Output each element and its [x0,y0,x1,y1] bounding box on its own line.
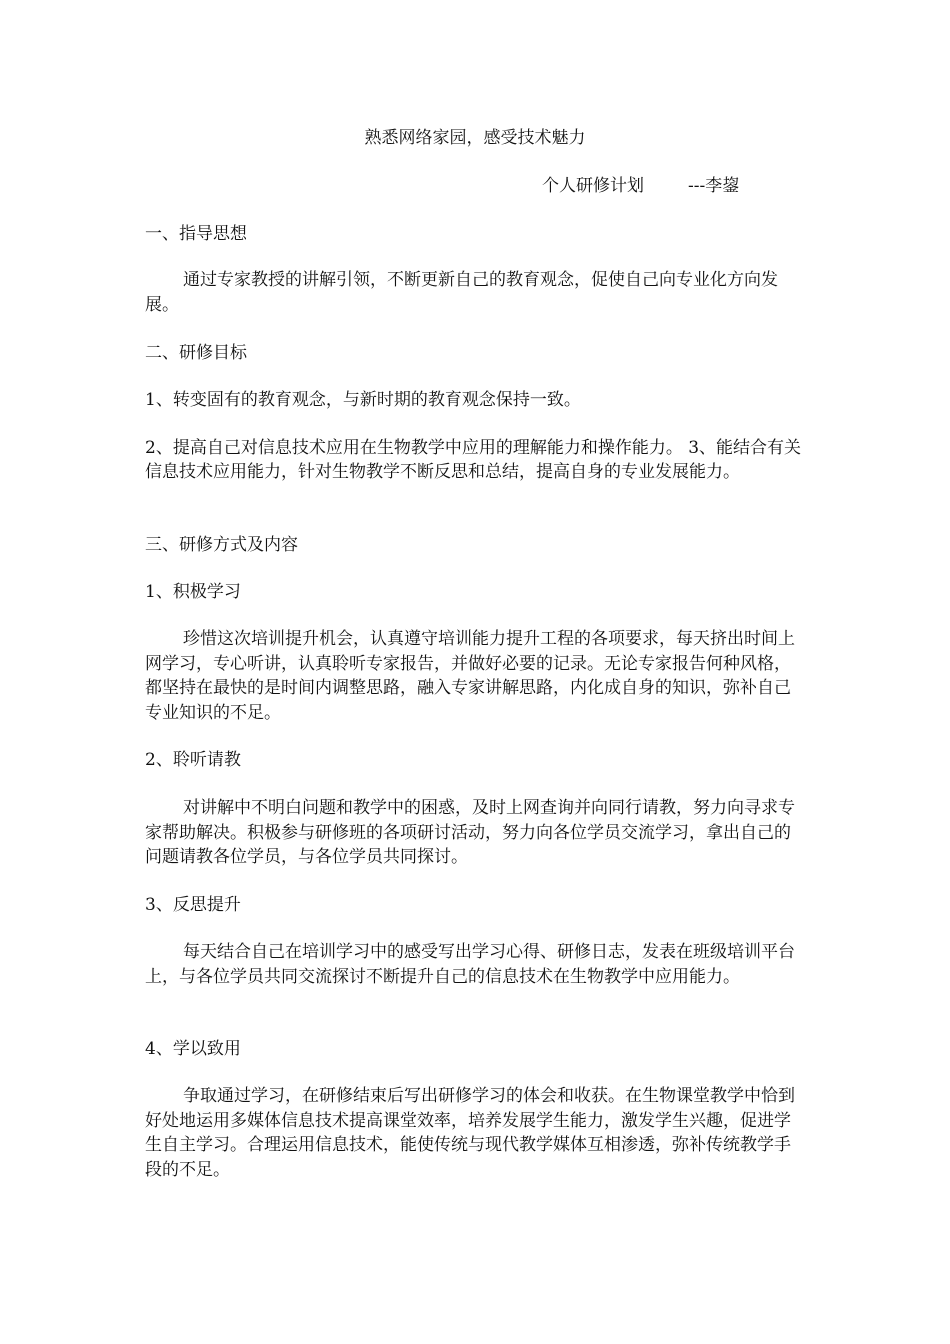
goal-item-1: 1、转变固有的教育观念，与新时期的教育观念保持一致。 [145,390,581,410]
subsection-heading-listen-consult: 2、聆听请教 [145,750,241,770]
subsection-heading-reflect-improve: 3、反思提升 [145,895,241,915]
subsection-heading-active-learning: 1、积极学习 [145,582,241,602]
subtitle-row [542,174,739,198]
document-title: 熟悉网络家园，感受技术魅力 [364,128,586,148]
goal-item-2-3: 2、提高自己对信息技术应用在生物教学中应用的理解能力和操作能力。 3、能结合有关信息技术应用能力，针对生物教学不断反思和总结，提高自身的专业发展能力。 [145,438,802,482]
section-paragraph-guiding-idea: 通过专家教授的讲解引领，不断更新自己的教育观念，促使自己向专业化方向发展。 [145,270,778,315]
subsection-paragraph-apply-learning: 争取通过学习，在研修结束后写出研修学习的体会和收获。在生物课堂教学中恰到好处地运用多媒体信息技术提高课堂效率，培养发展学生能力，激发学生兴趣，促进学生自主学习。合理运用信息技术，能使传统与现代教学媒体互相渗透，弥补传统教学手段的不足。 [145,1086,795,1180]
subsection-paragraph-reflect-improve: 每天结合自己在培训学习中的感受写出学习心得、研修日志，发表在班级培训平台上，与各位学员共同交流探讨不断提升自己的信息技术在生物教学中应用能力。 [145,942,795,987]
subsection-heading-apply-learning: 4、学以致用 [145,1039,241,1059]
section-heading-methods: 三、研修方式及内容 [145,535,298,555]
section-heading-guiding-idea: 一、指导思想 [145,224,247,244]
subtitle-label: 个人研修计划 [542,176,644,196]
subtitle-author: ---李鋆 [688,176,740,196]
subsection-paragraph-active-learning: 珍惜这次培训提升机会，认真遵守培训能力提升工程的各项要求，每天挤出时间上网学习，专心听讲，认真聆听专家报告，并做好必要的记录。无论专家报告何种风格，都坚持在最快的是时间内调整思路，融入专家讲解思路，内化成自身的知识，弥补自己专业知识的不足。 [145,629,795,723]
section-heading-goals: 二、研修目标 [145,343,247,363]
subsection-paragraph-listen-consult: 对讲解中不明白问题和教学中的困惑，及时上网查询并向同行请教，努力向寻求专家帮助解决。积极参与研修班的各项研讨活动，努力向各位学员交流学习，拿出自己的问题请教各位学员，与各位学员共同探讨。 [145,798,795,867]
